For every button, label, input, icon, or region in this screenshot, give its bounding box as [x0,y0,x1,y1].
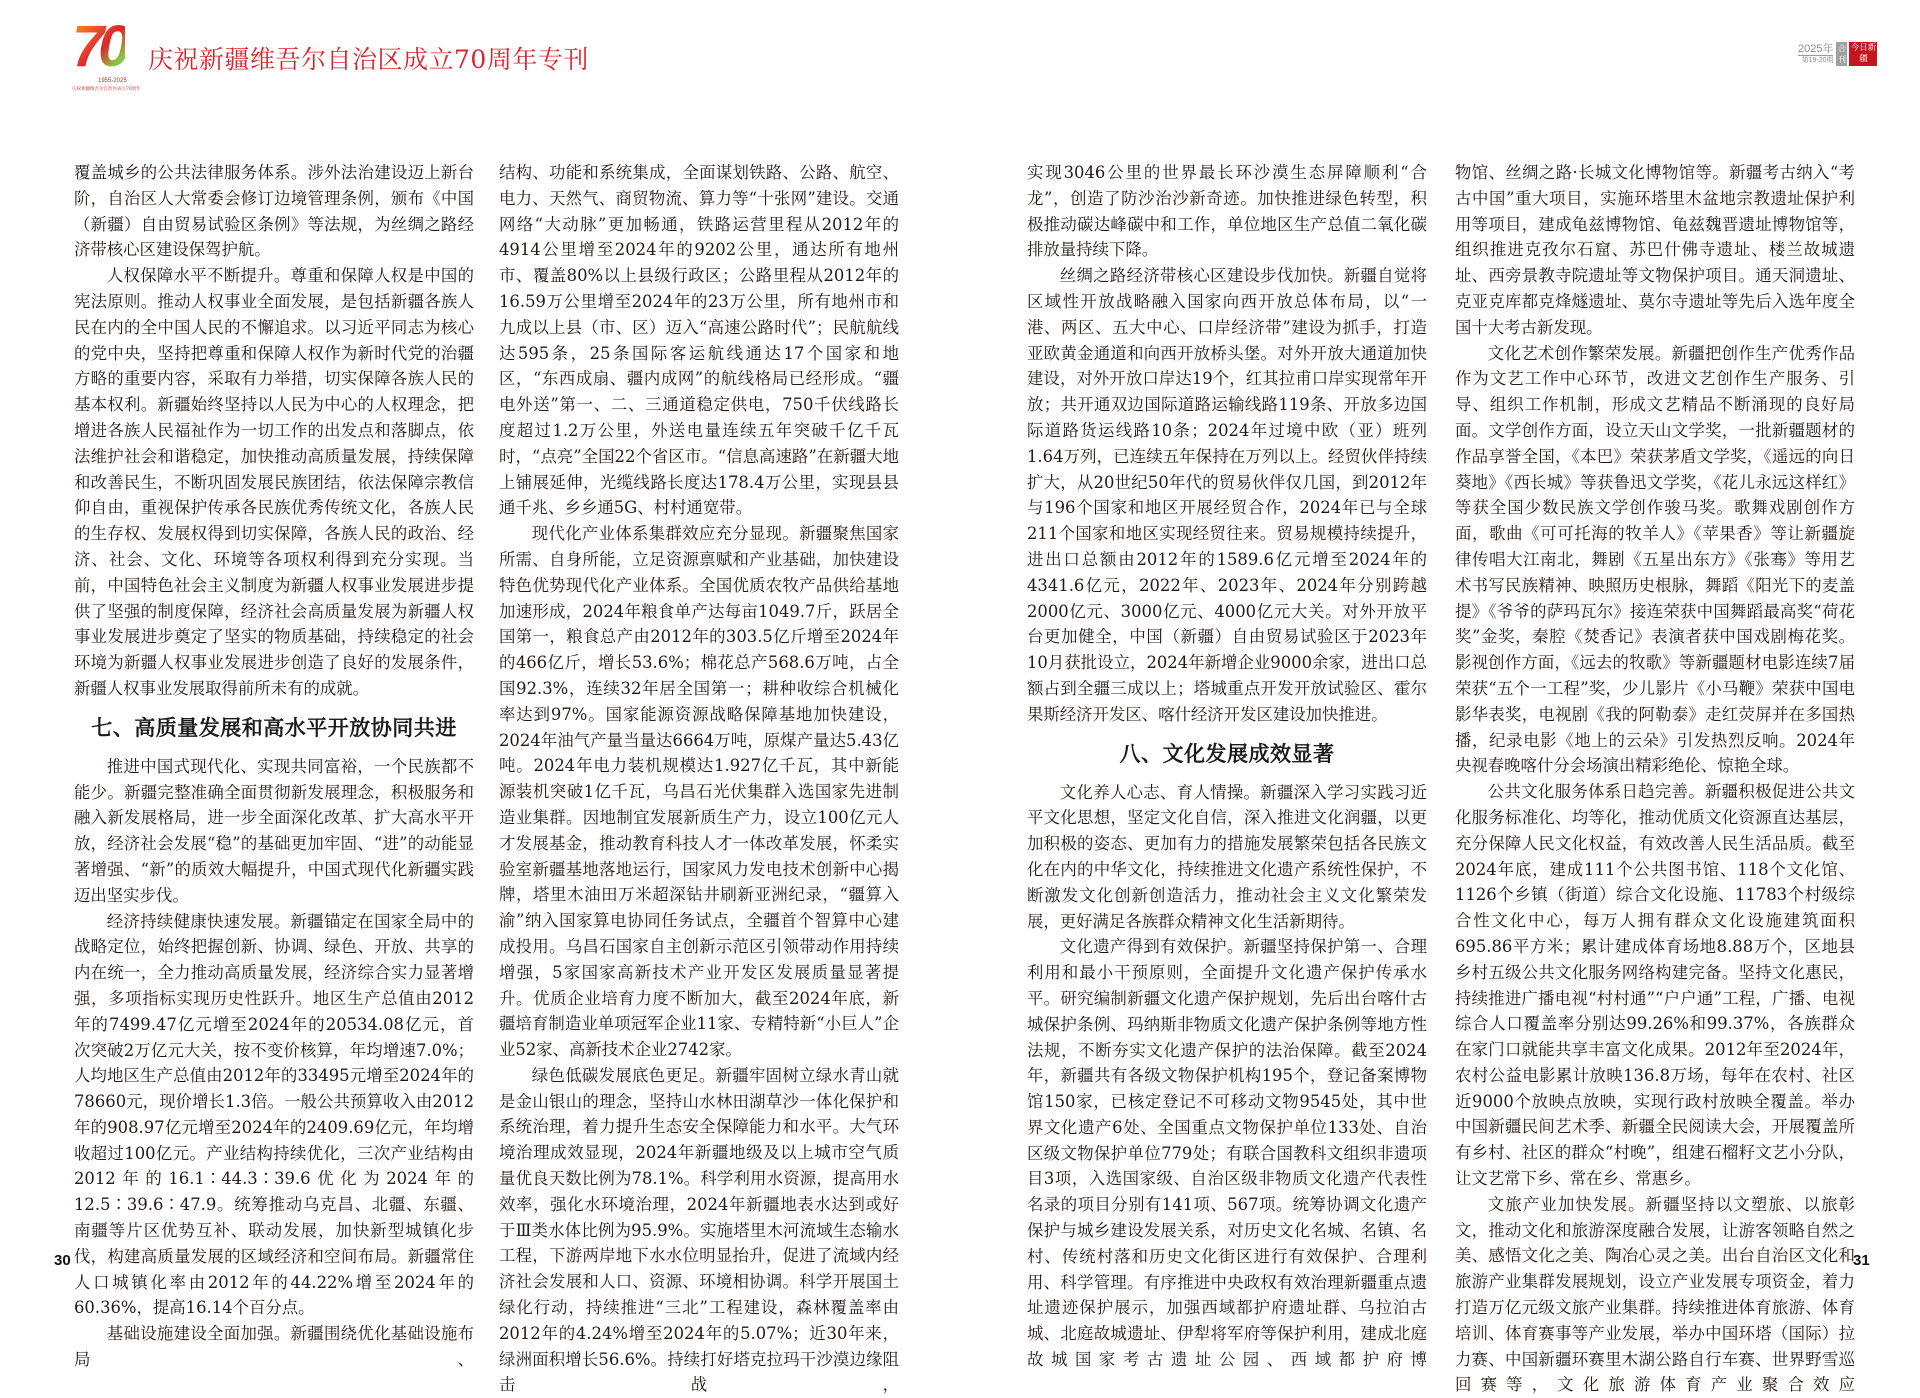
paragraph: 现代化产业体系集群效应充分显现。新疆聚焦国家所需、自身所能，立足资源禀赋和产业基础，加快建设特色优势现代化产业体系。全国优质农牧产品供给基地加速形成，2024年粮食单产达每亩1049.7斤，跃居全国第一，粮食总产由2012年的303.5亿斤增至2024年的466亿斤，增长53.6%；棉花总产568.6万吨，占全国92.3%，连续32年居全国第一；耕种收综合机械化率达到97%。国家能源资源战略保障基地加快建设，2024年油气产量当量达6664万吨，原煤产量达5.43亿吨。2024年电力装机规模达1.927亿千瓦，其中新能源装机突破1亿千瓦，乌昌石光伏集群入选国家先进制造业集群。因地制宜发展新质生产力，设立100亿元人才发展基金，推动教育科技人才一体改革发展，怀柔实验室新疆基地落地运行，国家风力发电技术创新中心揭牌，塔里木油田万米超深钻井刷新亚洲纪录，“疆算入渝”纳入国家算电协同任务试点，全疆首个智算中心建成投用。乌昌石国家自主创新示范区引领带动作用持续增强，5家国家高新技术产业开发区发展质量显著提升。优质企业培育力度不断加大，截至2024年底，新疆培育制造业单项冠军企业11家、专精特新“小巨人”企业52家、高新技术企业2742家。 [499,524,899,1060]
paragraph: 丝绸之路经济带核心区建设步伐加快。新疆自觉将区域性开放战略融入国家向西开放总体布局，以“一港、两区、五大中心、口岸经济带”建设为抓手，打造亚欧黄金通道和向西开放桥头堡。对外开放大通道加快建设，对外开放口岸达19个，红其拉甫口岸实现常年开放；共开通双边国际道路运输线路119条、开放多边国际道路货运线路10条；2024年过境中欧（亚）班列1.64万列，已连续五年保持在万列以上。经贸伙伴持续扩大，从20世纪50年代的贸易伙伴仅几国，到2012年与196个国家和地区开展经贸合作，2024年已与全球211个国家和地区实现经贸往来。贸易规模持续提升，进出口总额由2012年的1589.6亿元增至2024年的4341.6亿元，2022年、2023年、2024年分别跨越2000亿元、3000亿元、4000亿元大关。对外开放平台更加健全，中国（新疆）自由贸易试验区于2023年10月获批设立，2024年新增企业9000余家，进出口总额占到全疆三成以上；塔城重点开发开放试验区、霍尔果斯经济开发区、喀什经济开发区建设加快推进。 [1027,266,1427,724]
issue-badge [1798,42,1877,66]
paragraph: 文化艺术创作繁荣发展。新疆把创作生产优秀作品作为文艺工作中心环节，改进文艺创作生产服务、引导、组织工作机制，形成文艺精品不断涌现的良好局面。文学创作方面，设立天山文学奖，一批新疆题材的作品享誉全国，《本巴》荣获茅盾文学奖，《遥远的向日葵地》《西长城》等获鲁迅文学奖，《花儿永远这样红》等获全国少数民族文学创作骏马奖。歌舞戏剧创作方面，歌曲《可可托海的牧羊人》《苹果香》等让新疆旋律传唱大江南北，舞剧《五星出东方》《张骞》等用艺术书写民族精神、映照历史根脉，舞蹈《阳光下的麦盖提》《爷爷的萨玛瓦尔》接连荣获中国舞蹈最高奖“荷花奖”金奖，秦腔《焚香记》表演者获中国戏剧梅花奖。影视创作方面，《远去的牧歌》等新疆题材电影连续7届荣获“五个一工程”奖，少儿影片《小马鞭》荣获中国电影华表奖，电视剧《我的阿勒泰》走红荧屏并在多国热播，纪录电影《地上的云朵》引发热烈反响。2024年央视春晚喀什分会场演出精彩绝伦、惊艳全球。 [1455,343,1855,776]
page-number-left: 30 [54,1252,71,1269]
paragraph: 公共文化服务体系日趋完善。新疆积极促进公共文化服务标准化、均等化，推动优质文化资源直达基层，充分保障人民文化权益，有效改善人民生活品质。截至2024年底，建成111个公共图书馆、118个文化馆、1126个乡镇（街道）综合文化设施、11783个村级综合性文化中心，每万人拥有群众文化设施建筑面积695.86平方米；累计建成体育场地8.88万个，区地县乡村五级公共文化服务网络构建完备。坚持文化惠民，持续推进广播电视“村村通”“户户通”工程，广播、电视综合人口覆盖率分别达99.26%和99.37%，各族群众在家门口就能共享丰富文化成果。2012年至2024年，农村公益电影累计放映136.8万场，每年在农村、社区近9000个放映点放映，实现行政村放映全覆盖。举办中国新疆民间艺术季、新疆全民阅读大会，开展覆盖所有乡村、社区的群众“村晚”，组建石榴籽文艺小分队，让文艺常下乡、常在乡、常惠乡。 [1455,782,1855,1189]
logo-number: 70 [72,14,125,79]
paragraph: 结构、功能和系统集成，全面谋划铁路、公路、航空、电力、天然气、商贸物流、算力等“十张网”建设。交通网络“大动脉”更加畅通，铁路运营里程从2012年的4914公里增至2024年的9202公里，通达所有地州市、覆盖80%以上县级行政区；公路里程从2012年的16.59万公里增至2024年的23万公里，所有地州市和九成以上县（市、区）迈入“高速公路时代”；民航航线达595条，25条国际客运航线通达17个国家和地区，“东西成扇、疆内成网”的航线格局已经形成。“疆电外送”第一、二、三通道稳定供电，750千伏线路长度超过1.2万公里，外送电量连续五年突破千亿千瓦时，“点亮”全国22个省区市。“信息高速路”在新疆大地上铺展延伸，光缆线路长度达178.4万公里，实现县县通千兆、乡乡通5G、村村通宽带。 [499,163,899,518]
anniversary-logo [72,14,142,98]
paragraph: 覆盖城乡的公共法律服务体系。涉外法治建设迈上新台阶，自治区人大常委会修订边境管理条例，颁布《中国（新疆）自由贸易试验区条例》等法规，为丝绸之路经济带核心区建设保驾护航。 [74,163,474,260]
issue-info [1798,42,1833,66]
paragraph: 绿色低碳发展底色更足。新疆牢固树立绿水青山就是金山银山的理念，坚持山水林田湖草沙一体化保护和系统治理，着力提升生态安全保障能力和水平。大气环境治理成效显现，2024年新疆地级及以上城市空气质量优良天数比例为78.1%。科学利用水资源，提高用水效率，强化水环境治理，2024年新疆地表水达到或好于Ⅲ类水体比例为95.9%。实施塔里木河流域生态输水工程，下游两岸地下水水位明显抬升，促进了流域内经济社会发展和人口、资源、环境相协调。科学开展国土绿化行动，持续推进“三北”工程建设，森林覆盖率由2012年的4.24%增至2024年的5.07%；近30年来，绿洲面积增长56.6%。持续打好塔克拉玛干沙漠边缘阻击战， [499,1065,899,1395]
paragraph: 基础设施建设全面加强。新疆围绕优化基础设施布局、 [74,1324,474,1370]
combined-issue-label: 合刊 [1837,44,1846,64]
article-column-3 [1027,160,1427,1373]
paragraph: 推进中国式现代化、实现共同富裕，一个民族都不能少。新疆完整准确全面贯彻新发展理念，积极服务和融入新发展格局，进一步全面深化改革、扩大高水平开放，经济社会发展“稳”的基础更加牢固、“进”的动能显著增强、“新”的质效大幅提升，中国式现代化新疆实践迈出坚实步伐。 [74,756,474,905]
section-heading: 七、高质量发展和高水平开放协同共进 [91,715,457,740]
article-column-1 [74,160,474,1373]
paragraph: 文化遗产得到有效保护。新疆坚持保护第一、合理利用和最小干预原则，全面提升文化遗产保护传承水平。研究编制新疆文化遗产保护规划，先后出台喀什古城保护条例、玛纳斯非物质文化遗产保护条例等地方性法规，不断夯实文化遗产保护的法治保障。截至2024年，新疆共有各级文物保护机构195个，登记备案博物馆150家，已核定登记不可移动文物9545处，其中世界文化遗产6处、全国重点文物保护单位133处、自治区级文物保护单位779处；有联合国教科文组织非遗项目3项，入选国家级、自治区级非物质文化遗产代表性名录的项目分别有141项、567项。统筹协调文化遗产保护与城乡建设发展关系，对历史文化名城、名镇、名村、传统村落和历史文化街区进行有效保护、合理利用、科学管理。有序推进中央政权有效治理新疆重点遗址遗迹保护展示，加强西域都护府遗址群、乌拉泊古城、北庭故城遗址、伊犁将军府等保护利用，建成北庭故城国家考古遗址公园、西域都护府博 [1027,937,1427,1370]
paragraph: 经济持续健康快速发展。新疆锚定在国家全局中的战略定位，始终把握创新、协调、绿色、开放、共享的内在统一，全力推动高质量发展，经济综合实力显著增强，多项指标实现历史性跃升。地区生产总值由2012年的7499.47亿元增至2024年的20534.08亿元，首次突破2万亿元大关，按不变价核算，年均增速7.0%；人均地区生产总值由2012年的33495元增至2024年的78660元，现价增长1.3倍。一般公共预算收入由2012年的908.97亿元增至2024年的2409.69亿元，年均增收超过100亿元。产业结构持续优化，三次产业结构由2012年的16.1∶44.3∶39.6优化为2024年的12.5∶39.6∶47.9。统筹推动乌克昌、北疆、东疆、南疆等片区优势互补、联动发展，加快新型城镇化步伐，构建高质量发展的区域经济和空间布局。新疆常住人口城镇化率由2012年的44.22%增至2024年的60.36%，提高16.14个百分点。 [74,911,474,1318]
issue-year: 2025年 [1798,42,1834,55]
article-column-2 [499,160,899,1398]
paragraph: 实现3046公里的世界最长环沙漠生态屏障顺利“合龙”，创造了防沙治沙新奇迹。加快推进绿色转型，积极推动碳达峰碳中和工作，单位地区生产总值二氧化碳排放量持续下降。 [1027,163,1427,260]
paragraph: 物馆、丝绸之路·长城文化博物馆等。新疆考古纳入“考古中国”重大项目，实施环塔里木盆地宗教遗址保护利用等项目，建成龟兹博物馆、龟兹魏晋遗址博物馆等，组织推进克孜尔石窟、苏巴什佛寺遗址、楼兰故城遗址、西旁景教寺院遗址等文物保护项目。通天洞遗址、克亚克库都克烽燧遗址、莫尔寺遗址等先后入选年度全国十大考古新发现。 [1455,163,1855,337]
logo-caption: 庆祝新疆维吾尔自治区成立70周年 [72,87,141,92]
paragraph: 人权保障水平不断提升。尊重和保障人权是中国的宪法原则。推动人权事业全面发展，是包括新疆各族人民在内的全中国人民的不懈追求。以习近平同志为核心的党中央，坚持把尊重和保障人权作为新时代党的治疆方略的重要内容，采取有力举措，切实保障各族人民的基本权利。新疆始终坚持以人民为中心的人权理念，把增进各族人民福祉作为一切工作的出发点和落脚点，依法维护社会和谐稳定，加快推动高质量发展，持续保障和改善民生，不断巩固发展民族团结，依法保障宗教信仰自由，重视保护传承各民族优秀传统文化，各族人民的生存权、发展权得到切实保障，各族人民的政治、经济、社会、文化、环境等各项权利得到充分实现。当前，中国特色社会主义制度为新疆人权事业发展进步提供了坚强的制度保障，经济社会高质量发展为新疆人权事业发展进步奠定了坚实的物质基础，持续稳定的社会环境为新疆人权事业发展进步创造了良好的发展条件，新疆人权事业发展取得前所未有的成就。 [74,266,474,698]
logo-years: 1955-2025 [98,78,127,84]
page-number-right: 31 [1853,1252,1870,1269]
paragraph: 文旅产业加快发展。新疆坚持以文塑旅、以旅彰文，推动文化和旅游深度融合发展，让游客领略自然之美、感悟文化之美、陶冶心灵之美。出台自治区文化和旅游产业集群发展规划，设立产业发展专项资金，着力打造万亿元级文旅产业集群。持续推进体育旅游、体育培训、体育赛事等产业发展，举办中国环塔（国际）拉力赛、中国新疆环赛里木湖公路自行车赛、世界野雪巡回赛等，文化旅游体育产业聚合效应 [1455,1194,1855,1395]
magazine-brand-logo: 今日新疆 [1850,43,1877,64]
section-heading: 八、文化发展成效显著 [1119,741,1335,766]
issue-number: 第19-20期 [1801,56,1834,64]
article-column-4 [1455,160,1855,1398]
special-issue-title: 庆祝新疆维吾尔自治区成立70周年专刊 [148,45,589,74]
paragraph: 文化养人心志、育人情操。新疆深入学习实践习近平文化思想，坚定文化自信，深入推进文化润疆，以更加积极的姿态、更加有力的措施发展繁荣包括各民族文化在内的中华文化，持续推进文化遗产系统性保护，不断激发文化创新创造活力，推动社会主义文化繁荣发展，更好满足各族群众精神文化生活新期待。 [1027,782,1427,931]
